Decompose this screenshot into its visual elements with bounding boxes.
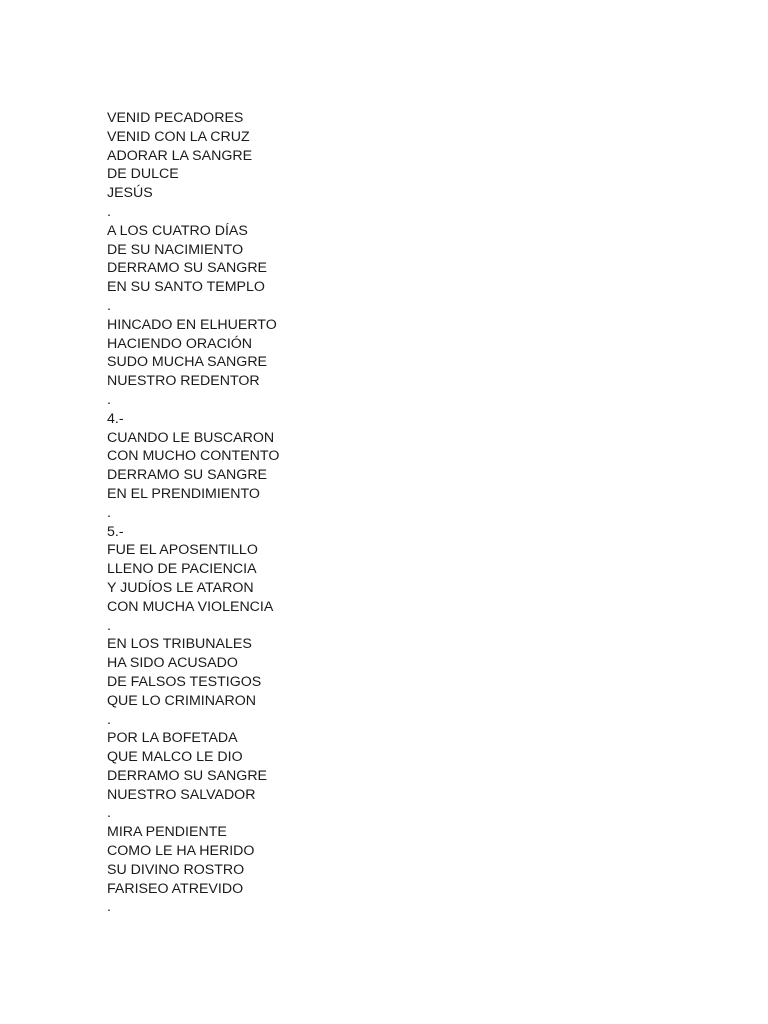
text-line: FARISEO ATREVIDO bbox=[107, 880, 244, 897]
text-line: VENID CON LA CRUZ bbox=[107, 128, 250, 145]
text-line: HINCADO EN ELHUERTO bbox=[107, 316, 277, 333]
separator-dot: . bbox=[107, 504, 111, 521]
text-line: CON MUCHO CONTENTO bbox=[107, 448, 280, 465]
separator-dot: . bbox=[107, 899, 111, 916]
separator-dot: . bbox=[107, 203, 111, 220]
text-line: NUESTRO SALVADOR bbox=[107, 786, 256, 803]
stanza-number: 4.- bbox=[107, 410, 124, 427]
text-line: FUE EL APOSENTILLO bbox=[107, 542, 258, 559]
text-line: DERRAMO SU SANGRE bbox=[107, 260, 268, 277]
separator-dot: . bbox=[107, 391, 111, 408]
text-line: QUE LO CRIMINARON bbox=[107, 692, 256, 709]
text-line: COMO LE HA HERIDO bbox=[107, 843, 255, 860]
text-line: EN EL PRENDIMIENTO bbox=[107, 485, 260, 502]
stanza-number: 5.- bbox=[107, 523, 124, 540]
text-line: NUESTRO REDENTOR bbox=[107, 373, 260, 390]
text-line: EN SU SANTO TEMPLO bbox=[107, 279, 265, 296]
separator-dot: . bbox=[107, 711, 111, 728]
text-line: DERRAMO SU SANGRE bbox=[107, 767, 268, 784]
separator-dot: . bbox=[107, 805, 111, 822]
text-line: SUDO MUCHA SANGRE bbox=[107, 354, 268, 371]
text-line: QUE MALCO LE DIO bbox=[107, 749, 243, 766]
text-line: HACIENDO ORACIÓN bbox=[107, 335, 253, 352]
text-line: DERRAMO SU SANGRE bbox=[107, 467, 268, 484]
text-line: MIRA PENDIENTE bbox=[107, 824, 227, 841]
text-line: VENID PECADORES bbox=[107, 110, 244, 126]
text-line: CUANDO LE BUSCARON bbox=[107, 429, 275, 446]
text-line: HA SIDO ACUSADO bbox=[107, 655, 238, 672]
text-line: DE DULCE bbox=[107, 166, 179, 183]
text-line: CON MUCHA VIOLENCIA bbox=[107, 598, 274, 615]
text-line: Y JUDÍOS LE ATARON bbox=[107, 579, 254, 596]
text-line: A LOS CUATRO DÍAS bbox=[107, 222, 248, 239]
separator-dot: . bbox=[107, 617, 111, 634]
text-line: LLENO DE PACIENCIA bbox=[107, 561, 257, 578]
text-line: EN LOS TRIBUNALES bbox=[107, 636, 252, 653]
text-line: POR LA BOFETADA bbox=[107, 730, 238, 747]
text-line: JESÚS bbox=[107, 185, 153, 202]
separator-dot: . bbox=[107, 297, 111, 314]
text-line: SU DIVINO ROSTRO bbox=[107, 861, 245, 878]
text-line: DE FALSOS TESTIGOS bbox=[107, 673, 262, 690]
document-page bbox=[107, 109, 707, 917]
text-line: ADORAR LA SANGRE bbox=[107, 147, 253, 164]
text-line: DE SU NACIMIENTO bbox=[107, 241, 244, 258]
